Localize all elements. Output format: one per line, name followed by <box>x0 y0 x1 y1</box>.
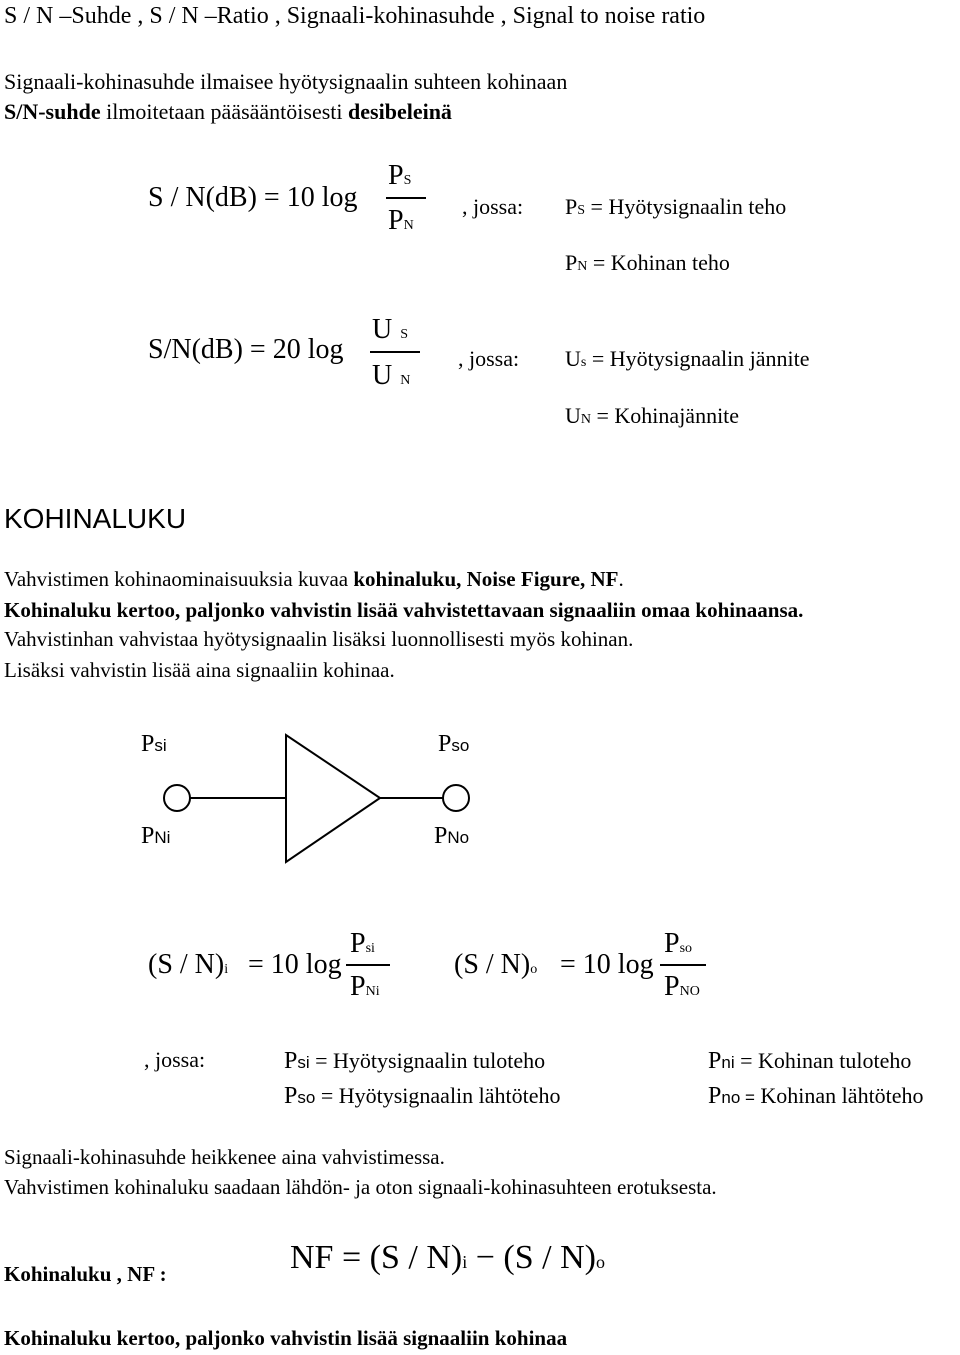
definition-pno <box>708 1084 924 1108</box>
def-text: = Hyötysignaalin lähtöteho <box>315 1083 561 1108</box>
def-subscript: so <box>297 1088 316 1107</box>
conclusion-line-2: Vahvistimen kohinaluku saadaan lähdön- ja oton signaali-kohinasuhteen erotuksesta. <box>4 1175 717 1199</box>
def-subscript: ni <box>721 1053 735 1072</box>
numerator-subscript: S <box>400 327 409 342</box>
denominator-symbol: P <box>664 971 680 1002</box>
intro-line-2-text: ilmoitetaan pääsääntöisesti <box>100 99 349 124</box>
sn-input-eq: = 10 log <box>248 949 342 980</box>
def-symbol: P <box>708 1048 722 1074</box>
def-text: = Kohinajännite <box>591 403 740 428</box>
nf-expr-input-subscript: i <box>462 1252 468 1272</box>
sn-input-denominator <box>350 973 380 1001</box>
input-noise-label <box>141 824 170 848</box>
label-symbol: P <box>438 731 452 757</box>
nf-text: Vahvistimen kohinaominaisuuksia kuvaa <box>4 567 354 591</box>
definition-pso <box>284 1084 561 1108</box>
formula-power-lhs: S / N(dB) = 10 log <box>148 182 358 213</box>
nf-term: kohinaluku, Noise Figure, NF <box>353 567 619 591</box>
page-title: S / N –Suhde , S / N –Ratio , Signaali-kohinasuhde , Signal to noise ratio <box>4 3 706 29</box>
jossa-label: , jossa: <box>462 194 524 219</box>
def-symbol: P <box>708 1083 722 1109</box>
def-text: = Hyötysignaalin jännite <box>586 346 810 371</box>
nf-period: . <box>618 567 624 591</box>
sn-output-numerator <box>664 930 692 958</box>
numerator-symbol: P <box>388 160 404 191</box>
sn-output-lhs <box>454 951 537 979</box>
def-subscript: N <box>577 259 588 274</box>
label-symbol: P <box>141 731 155 757</box>
numerator-subscript: si <box>365 941 375 956</box>
nf-formula <box>290 1241 605 1275</box>
def-text: = Hyötysignaalin teho <box>585 194 787 219</box>
sn-output-eq: = 10 log <box>560 949 654 980</box>
nf-paragraph-line-2: Kohinaluku kertoo, paljonko vahvistin lisää vahvistettavaan signaaliin omaa kohinaansa. <box>4 598 804 622</box>
def-text: = Hyötysignaalin tuloteho <box>309 1048 546 1073</box>
section-heading: KOHINALUKU <box>4 503 187 534</box>
def-symbol: P <box>565 250 578 275</box>
def-subscript: S <box>577 203 586 218</box>
fraction-bar <box>346 964 390 966</box>
definition-pni <box>708 1049 911 1073</box>
formula-voltage-lhs: S/N(dB) = 20 log <box>148 334 344 365</box>
footer-statement: Kohinaluku kertoo, paljonko vahvistin lisää signaaliin kohinaa <box>4 1326 568 1350</box>
denominator-symbol: P <box>350 971 366 1002</box>
io-jossa-label: , jossa: <box>144 1047 206 1072</box>
nf-paragraph-line-3: Vahvistinhan vahvistaa hyötysignaalin lisäksi luonnollisesti myös kohinan. <box>4 627 634 651</box>
jossa-label: , jossa: <box>458 346 520 371</box>
label-symbol: P <box>434 823 448 849</box>
denominator-symbol: P <box>388 205 404 236</box>
nf-formula-label: Kohinaluku , NF : <box>4 1262 167 1286</box>
def-symbol: U <box>565 403 581 428</box>
input-terminal <box>164 785 190 811</box>
label-symbol: P <box>141 823 155 849</box>
def-subscript: N <box>580 412 592 427</box>
denominator-subscript: N <box>400 373 411 388</box>
numerator-subscript: so <box>679 941 693 956</box>
nf-expr-output-subscript: o <box>595 1252 605 1272</box>
def-symbol: P <box>284 1048 298 1074</box>
label-subscript: so <box>451 736 470 755</box>
sn-input-lhs <box>148 951 228 979</box>
numerator-symbol: U <box>372 314 393 345</box>
sn-output-denominator <box>664 973 700 1001</box>
def-symbol: U <box>565 346 581 371</box>
decibels-term: desibeleinä <box>348 99 452 124</box>
def-text: = Kohinan teho <box>587 250 730 275</box>
def-symbol: P <box>565 194 578 219</box>
output-terminal <box>443 785 469 811</box>
def-text: = Kohinan tuloteho <box>734 1048 912 1073</box>
lhs-subscript: o <box>530 962 538 977</box>
lhs-subscript: i <box>224 962 229 977</box>
output-signal-label <box>438 732 469 756</box>
nf-expr-input: NF = (S / N) <box>290 1239 463 1276</box>
input-signal-label <box>141 732 167 756</box>
label-subscript: Ni <box>154 828 171 847</box>
sn-input-numerator <box>350 930 375 958</box>
denominator-subscript: Ni <box>365 984 380 999</box>
nf-paragraph-line-4: Lisäksi vahvistin lisää aina signaaliin kohinaa. <box>4 658 395 682</box>
numerator-symbol: P <box>350 928 366 959</box>
numerator-subscript: S <box>403 173 412 188</box>
def-subscript: s <box>580 355 587 370</box>
conclusion-line-1: Signaali-kohinasuhde heikkenee aina vahvistimessa. <box>4 1145 445 1169</box>
intro-line-1: Signaali-kohinasuhde ilmaisee hyötysignaalin suhteen kohinaan <box>4 69 568 94</box>
output-noise-label <box>434 824 469 848</box>
denominator-subscript: N <box>403 218 414 233</box>
lhs-expr: (S / N) <box>148 949 225 980</box>
fraction-bar <box>660 964 706 966</box>
label-subscript: si <box>154 736 167 755</box>
nf-expr-output: − (S / N) <box>467 1239 596 1276</box>
numerator-symbol: P <box>664 928 680 959</box>
denominator-subscript: NO <box>679 984 700 999</box>
label-subscript: No <box>447 828 470 847</box>
sn-ratio-term: S/N-suhde <box>4 99 101 124</box>
lhs-expr: (S / N) <box>454 949 531 980</box>
definition-psi <box>284 1049 545 1073</box>
amplifier-triangle <box>286 735 380 862</box>
def-subscript: si <box>297 1053 310 1072</box>
def-text: Kohinan lähtöteho <box>754 1083 924 1108</box>
def-symbol: P <box>284 1083 298 1109</box>
denominator-symbol: U <box>372 360 393 391</box>
def-subscript: no = <box>721 1088 755 1107</box>
